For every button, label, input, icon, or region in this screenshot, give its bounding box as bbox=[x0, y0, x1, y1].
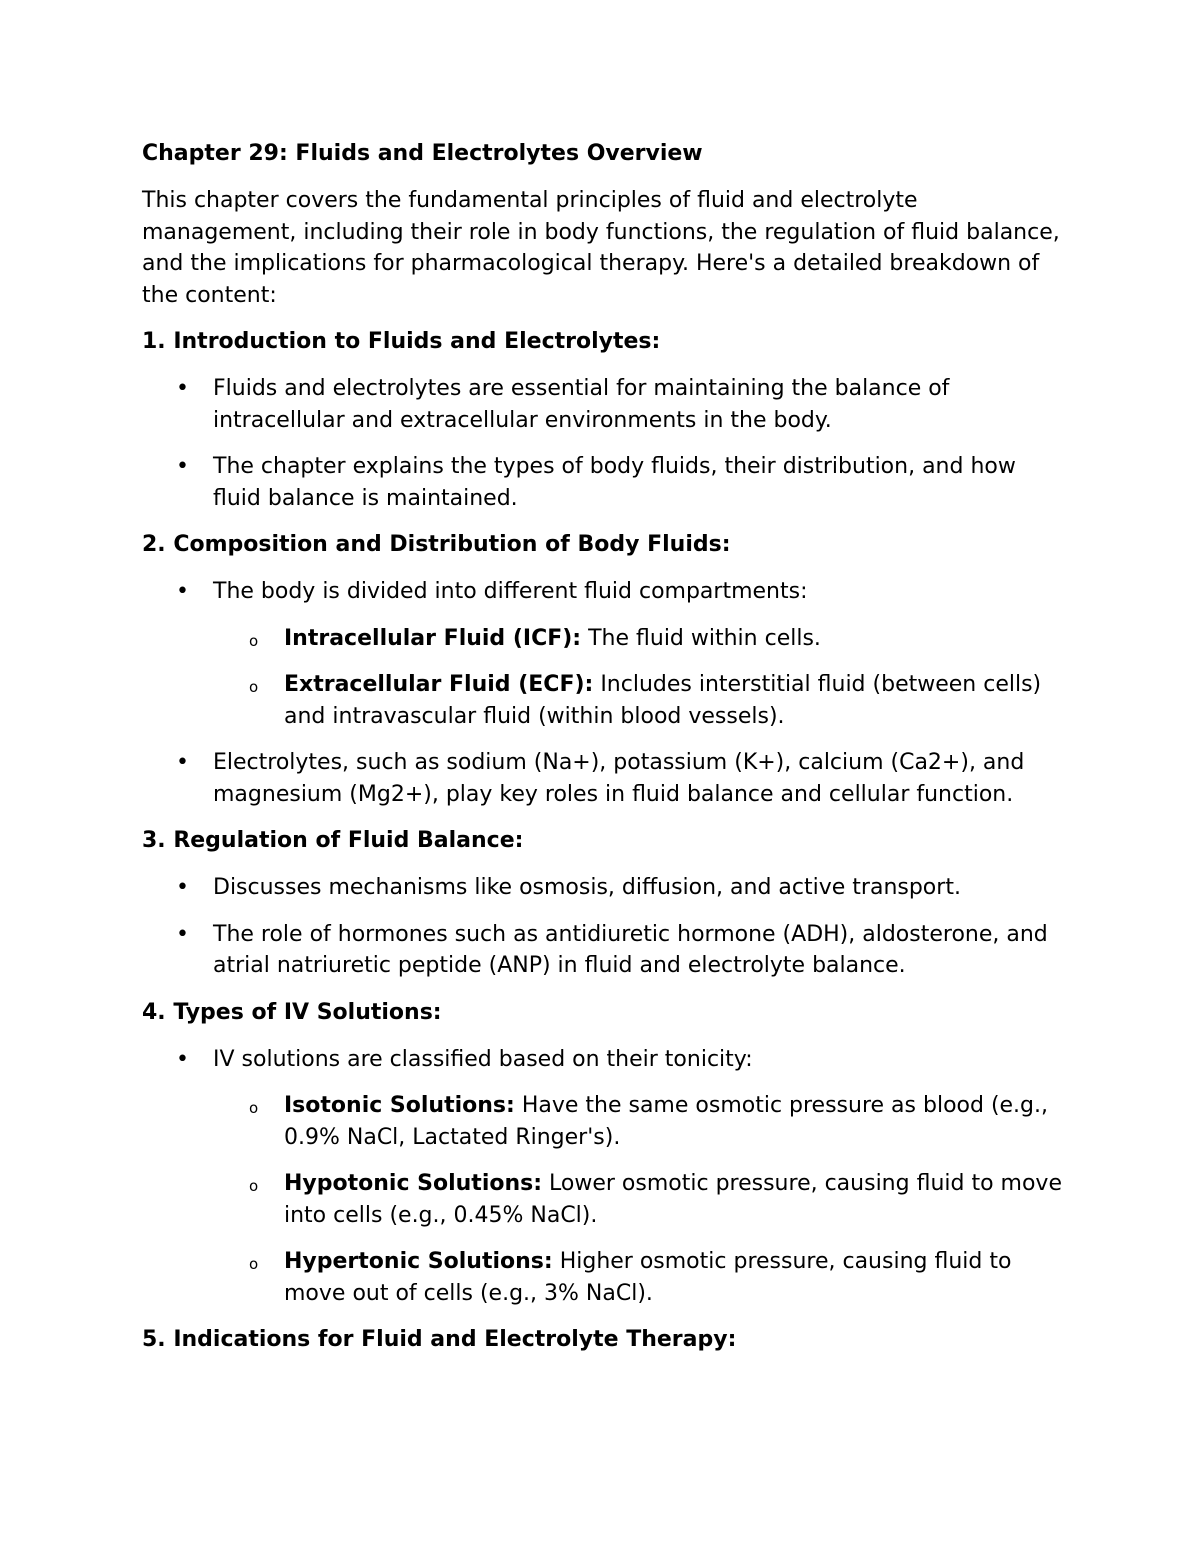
bullet-icon: • bbox=[176, 579, 189, 604]
intro-paragraph: This chapter covers the fundamental principles of fluid and electrolyte management, including their role in body functions, the regulation of fluid balance, and the implications for pharmacological therapy. Here's a detailed breakdown of the content: bbox=[142, 188, 1060, 308]
sub-bullet-list bbox=[213, 623, 1062, 733]
sub-bullet-item bbox=[213, 1090, 1062, 1153]
bullet-text: IV solutions are classified based on their tonicity: bbox=[213, 1046, 753, 1072]
sub-bullet-icon: o bbox=[249, 1255, 259, 1273]
bullet-text: Fluids and electrolytes are essential for maintaining the balance of intracellular and extracellular environments in the body. bbox=[213, 376, 950, 433]
term-description: Includes interstitial fluid (between cells) and intravascular fluid (within blood vessels). bbox=[284, 672, 1042, 729]
bullet-item bbox=[142, 747, 1062, 810]
section-heading: 5. Indications for Fluid and Electrolyte Therapy: bbox=[142, 1327, 737, 1352]
section-heading: 1. Introduction to Fluids and Electrolytes: bbox=[142, 329, 661, 354]
bullet-item bbox=[142, 1044, 1062, 1310]
bullet-icon: • bbox=[176, 750, 189, 775]
term-label: Hypotonic Solutions: bbox=[284, 1171, 543, 1196]
bullet-item bbox=[142, 919, 1062, 982]
bullet-list bbox=[142, 373, 1062, 514]
sub-bullet-icon: o bbox=[249, 1177, 259, 1195]
term-label: Isotonic Solutions: bbox=[284, 1093, 515, 1118]
sub-bullet-icon: o bbox=[249, 631, 259, 650]
bullet-text: The body is divided into different fluid compartments: bbox=[213, 579, 808, 604]
section-heading: 3. Regulation of Fluid Balance: bbox=[142, 828, 524, 853]
bullet-item bbox=[142, 576, 1062, 732]
sub-bullet-item bbox=[213, 669, 1062, 732]
sub-bullet-icon: o bbox=[249, 1099, 259, 1117]
bullet-text: Discusses mechanisms like osmosis, diffusion, and active transport. bbox=[213, 875, 961, 900]
bullet-list bbox=[142, 576, 1062, 810]
bullet-icon: • bbox=[176, 1046, 189, 1072]
term-description: Lower osmotic pressure, causing fluid to move into cells (e.g., 0.45% NaCl). bbox=[284, 1171, 1062, 1228]
bullet-list bbox=[142, 1044, 1062, 1310]
document-page bbox=[142, 138, 1062, 1371]
term-label: Intracellular Fluid (ICF): bbox=[284, 625, 582, 651]
bullet-item bbox=[142, 451, 1062, 514]
sections-container bbox=[142, 326, 1062, 1356]
sub-bullet-list bbox=[213, 1090, 1062, 1309]
bullet-text: The role of hormones such as antidiuretic hormone (ADH), aldosterone, and atrial natriuretic peptide (ANP) in fluid and electrolyte balance. bbox=[213, 921, 1048, 978]
sub-bullet-item bbox=[213, 623, 1062, 655]
bullet-item bbox=[142, 373, 1062, 436]
bullet-item bbox=[142, 872, 1062, 904]
term-label: Hypertonic Solutions: bbox=[284, 1249, 553, 1274]
bullet-text: The chapter explains the types of body fluids, their distribution, and how fluid balance is maintained. bbox=[213, 454, 1016, 511]
bullet-icon: • bbox=[176, 376, 189, 401]
term-description: Have the same osmotic pressure as blood (e.g., 0.9% NaCl, Lactated Ringer's). bbox=[284, 1093, 1049, 1150]
section-heading: 2. Composition and Distribution of Body Fluids: bbox=[142, 532, 731, 557]
sub-bullet-icon: o bbox=[249, 678, 259, 696]
bullet-list bbox=[142, 872, 1062, 982]
sub-bullet-item bbox=[213, 1168, 1062, 1231]
term-label: Extracellular Fluid (ECF): bbox=[284, 672, 594, 697]
bullet-text: Electrolytes, such as sodium (Na+), potassium (K+), calcium (Ca2+), and magnesium (Mg2+), play key roles in fluid balance and cellular function. bbox=[213, 750, 1025, 807]
term-description: The fluid within cells. bbox=[581, 625, 821, 651]
bullet-icon: • bbox=[176, 921, 189, 947]
bullet-icon: • bbox=[176, 875, 189, 900]
sub-bullet-item bbox=[213, 1246, 1062, 1309]
section-heading: 4. Types of IV Solutions: bbox=[142, 999, 442, 1025]
bullet-icon: • bbox=[176, 454, 189, 479]
document-title: Chapter 29: Fluids and Electrolytes Overview bbox=[142, 141, 703, 166]
term-description: Higher osmotic pressure, causing fluid to move out of cells (e.g., 3% NaCl). bbox=[284, 1249, 1012, 1306]
